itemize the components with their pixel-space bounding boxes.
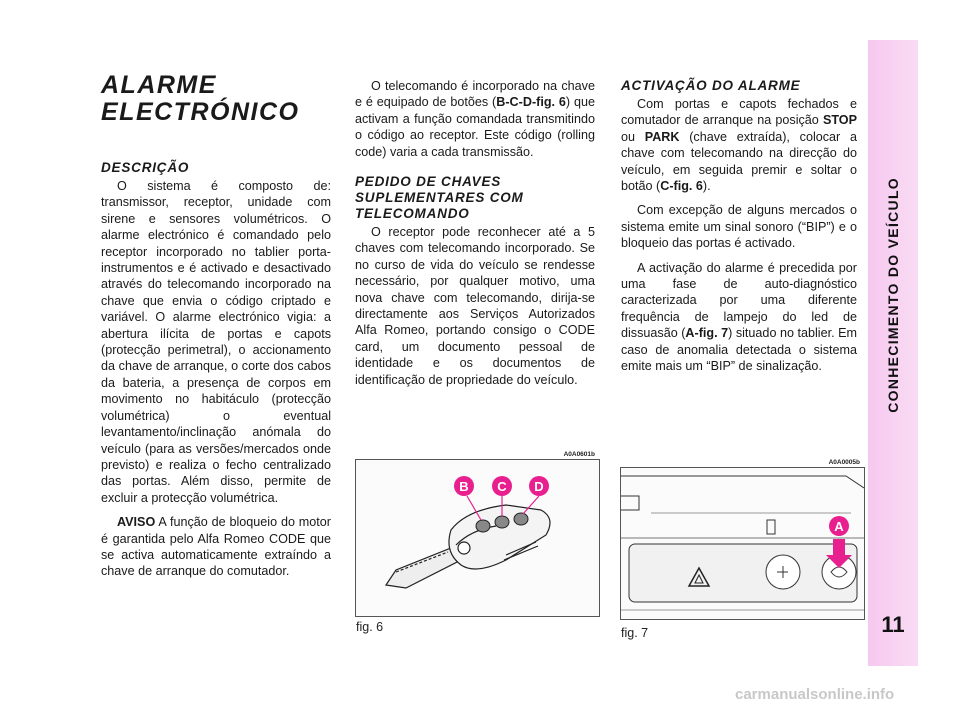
activacao-paragraph-1 — [621, 96, 857, 194]
arrow-shaft-icon — [833, 539, 845, 557]
activacao-text-a: Com portas e capots fechados e comutador de arranque na posição — [621, 97, 857, 128]
button-d — [514, 513, 528, 525]
title-line-2: ELECTRÓNICO — [101, 98, 300, 126]
a-fig7-reference: A-fig. 7 — [685, 326, 729, 341]
button-c — [495, 516, 509, 528]
page-title — [101, 72, 331, 126]
aviso-text: A função de bloqueio do motor é garantida pelo Alfa Romeo CODE que se activa automaticamente extraíndo a chave de arranque do comutador. — [101, 515, 331, 579]
fig6-reference: B-C-D-fig. 6 — [496, 95, 566, 110]
figure-7-caption: fig. 7 — [621, 626, 649, 640]
aviso-label: AVISO — [117, 515, 156, 530]
activacao-text-d: ). — [702, 179, 711, 194]
key-remote-illustration — [356, 460, 599, 616]
descricao-heading: DESCRIÇÃO — [101, 160, 190, 175]
pedido-heading — [355, 174, 595, 222]
activacao-text-f: ) situado no tablier. Em caso de anomalia detectada o sistema emite mais um “BIP” de sinalização. — [621, 326, 857, 374]
activacao-text-c: (chave extraída), colocar a chave com telecomando na direcção do veículo, em seguida premir e soltar o botão ( — [621, 129, 857, 194]
button-b — [476, 520, 490, 532]
page-number: 11 — [881, 612, 905, 637]
key-fob — [449, 505, 550, 569]
telecomando-text-1: O telecomando é incorporado na chave e é equipado de botões ( — [355, 79, 595, 110]
pedido-heading-line-3: TELECOMANDO — [355, 206, 470, 222]
descricao-paragraph: O sistema é composto de: transmissor, receptor, unidade com sirene e sensores volumétricos. O alarme electrónico é comandado pelo receptor incorporado no tablier porta-instrumentos e é activado e desactivado através do telecomando incorporado na chave que envia o código criptado e variável. O alarme electrónico vigia: a abertura ilícita de portas e capots (protecção perimetral), o accionamento da chave de arranque, o corte dos cabos da bateria, a presença de corpos em movimento no habitáculo (protecção volumétrica) o eventual levantamento/inclinação anómala do veículo (para as versões/mercados onde previsto) e realiza o fecho centralizado das portas. Além disso, permite de excluir a protecção volumétrica. — [101, 179, 331, 505]
activacao-paragraph-2: Com excepção de alguns mercados o sistema emite um sinal sonoro (“BIP”) e o bloqueio das portas é activado. — [621, 203, 857, 251]
footer-watermark: carmanualsonline.info — [735, 686, 895, 703]
aviso-paragraph — [101, 514, 331, 580]
callout-c-label: C — [497, 479, 507, 494]
dashboard-illustration — [621, 468, 864, 619]
stop-label: STOP — [822, 113, 857, 128]
figure-6-code: A0A0601b — [563, 451, 595, 458]
telecomando-text-2: ) que activam a função comandada transmitindo o código ao receptor. Este código (rolling code) varia a cada transmissão. — [355, 95, 595, 159]
column-1 — [101, 72, 331, 588]
activacao-paragraph-3 — [621, 260, 857, 375]
activacao-heading: ACTIVAÇÃO DO ALARME — [621, 78, 801, 93]
callout-b-label: B — [459, 479, 469, 494]
pedido-heading-line-2: SUPLEMENTARES COM — [355, 190, 524, 206]
park-label: PARK — [644, 129, 680, 144]
title-line-1: ALARME — [101, 71, 217, 99]
figure-6 — [355, 451, 600, 617]
figure-7 — [620, 459, 865, 620]
pedido-heading-line-1: PEDIDO DE CHAVES — [355, 174, 502, 190]
key-blade — [386, 548, 461, 588]
figure-6-caption: fig. 6 — [356, 620, 384, 634]
section-title-text: CONHECIMENTO DO VEÍCULO — [885, 177, 901, 413]
activacao-text-e: A activação do alarme é precedida por uma fase de auto-diagnóstico caracterizada por uma diferente frequência de lampejo do led de dissuasão ( — [621, 260, 857, 341]
pedido-paragraph: O receptor pode reconhecer até a 5 chaves com telecomando incorporado. Se no curso de vida do veículo se rendesse necessário, por qualquer motivo, uma nova chave com telecomando, dirija-se directamente aos Serviços Autorizados Alfa Romeo, portando consigo o CODE card, um documento pessoal de identidade e os documentos de identificação de propriedade do veículo. — [355, 225, 595, 387]
section-title — [868, 60, 918, 530]
callout-a-label: A — [834, 519, 844, 534]
activacao-text-b: ou — [621, 129, 645, 144]
telecomando-paragraph — [355, 78, 595, 160]
column-3 — [621, 78, 857, 383]
dashboard-slot — [767, 520, 775, 534]
figure-7-code: A0A0005b — [828, 459, 860, 466]
callout-d-label: D — [534, 479, 544, 494]
c-fig6-reference: C-fig. 6 — [660, 179, 703, 194]
column-2 — [355, 78, 595, 396]
fig6-callouts — [454, 476, 549, 496]
